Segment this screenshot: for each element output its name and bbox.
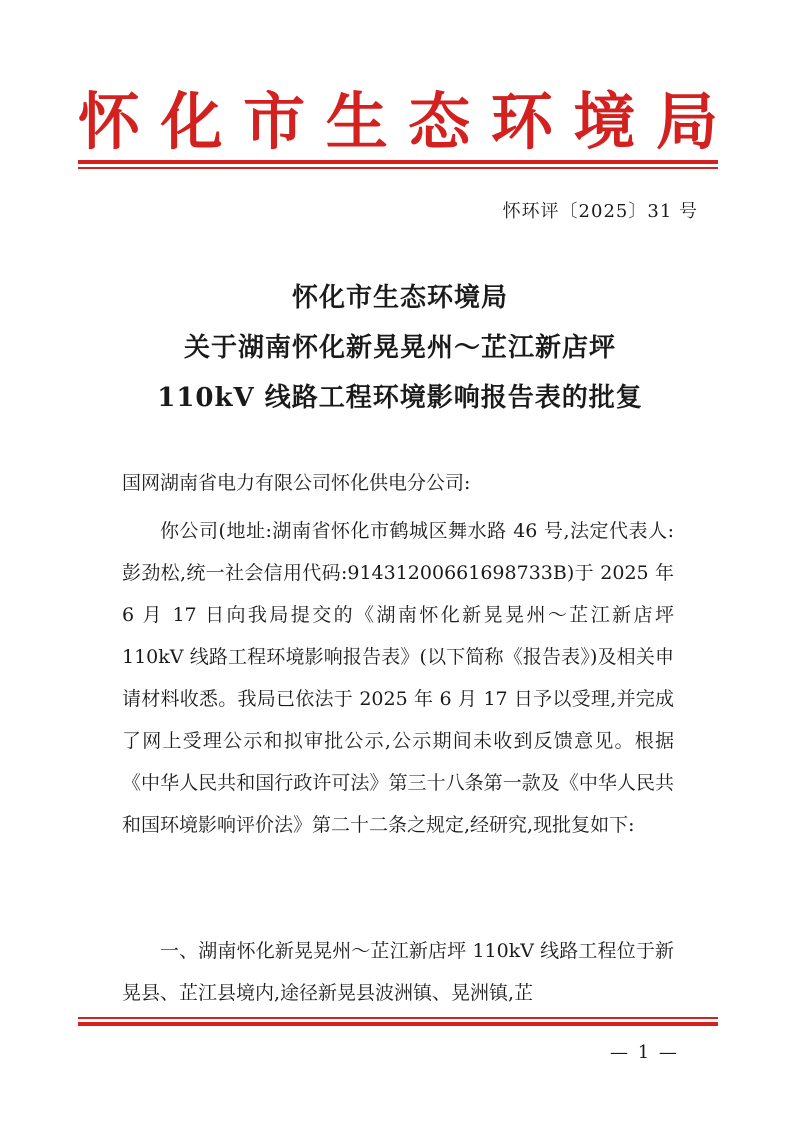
letterhead-char: 市 (243, 85, 306, 158)
letterhead-char: 局 (655, 85, 718, 158)
addressee: 国网湖南省电力有限公司怀化供电分公司: (122, 472, 471, 494)
body-paragraph-1: 你公司(地址:湖南省怀化市鹤城区舞水路 46 号,法定代表人:彭劲松,统一社会信用代码:91431200661698733B)于 2025 年 6 月 17 日向我局提交的《湖南怀化新晃晃州～芷江新店坪 110kV 线路工程环境影响报告表》(以下简称《报告表》)及相关申请材料收悉。我局已依法于 2025 年 6 月 17 日予以受理,并完成了网上受理公示和拟审批公示,公示期间未收到反馈意见。根据《中华人民共和国行政许可法》第三十八条第一款及《中华人民共和国环境影响评价法》第二十二条之规定,经研究,现批复如下: (122, 520, 674, 836)
agency-letterhead (78, 86, 718, 158)
title-line-1: 怀化市生态环境局 (291, 283, 508, 313)
header-rule-thick (78, 160, 718, 164)
title-line-3: 110kV 线路工程环境影响报告表的批复 (157, 383, 643, 413)
body-paragraph-2: 一、湖南怀化新晃晃州～芷江新店坪 110kV 线路工程位于新晃县、芷江县境内,途径新晃县波洲镇、晃洲镇,芷 (122, 940, 674, 1004)
footer-rule-thick (78, 1022, 718, 1026)
letterhead-char: 态 (408, 85, 471, 158)
letterhead-char: 怀 (78, 85, 141, 158)
letterhead-char: 化 (160, 85, 223, 158)
letterhead-char: 生 (325, 85, 388, 158)
header-rule-thin (78, 167, 718, 169)
footer-rule-thin (78, 1017, 718, 1019)
letterhead-char: 环 (490, 85, 553, 158)
letterhead-char: 境 (573, 85, 636, 158)
title-line-2: 关于湖南怀化新晃晃州～芷江新店坪 (183, 333, 616, 363)
page-number: — 1 — (610, 1042, 679, 1063)
document-number: 怀环评〔2025〕31 号 (502, 201, 698, 222)
